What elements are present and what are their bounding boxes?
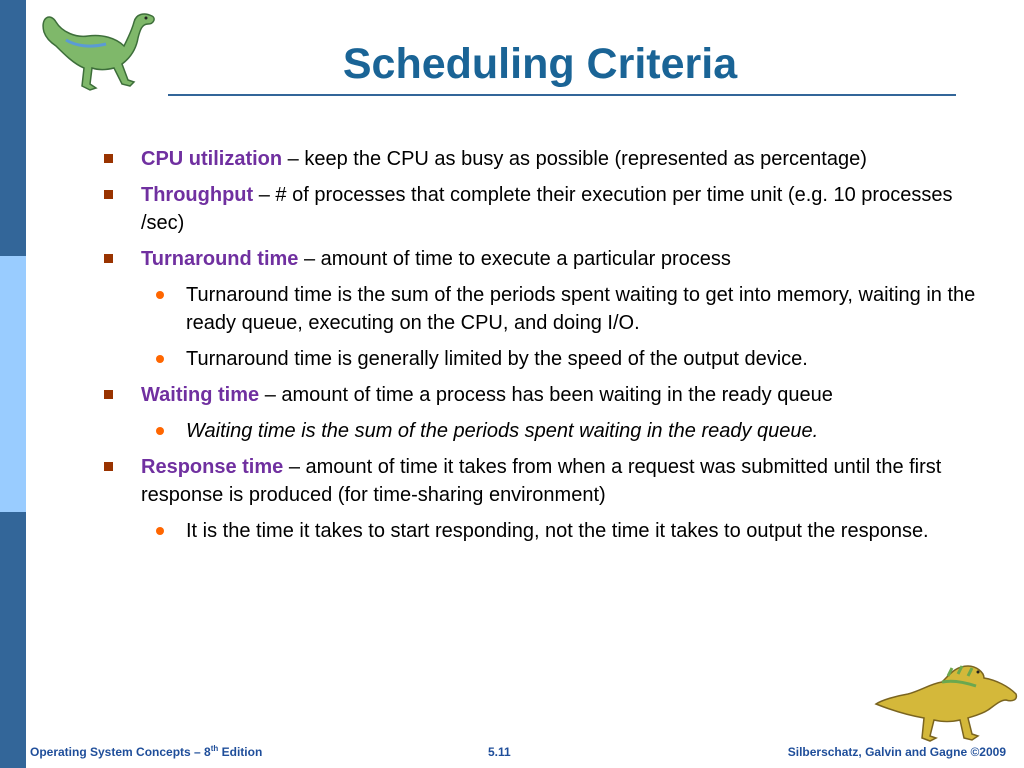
sub-bullet-text: Turnaround time is the sum of the periods spent waiting to get into memory, waiting in the ready queue, executing on the CPU, and doing I/O. [186,284,976,334]
sidebar-segment [0,256,26,512]
sub-bullet-item [100,517,980,545]
bullet-term: Turnaround time [141,248,299,270]
bullet-text: – # of processes that complete their execution per time unit (e.g. 10 processes /sec) [141,184,953,234]
footer-page-number: 5.11 [488,745,511,759]
footer-book-title [30,745,262,759]
sub-bullet-item [100,417,980,445]
bullet-term: Response time [141,456,284,478]
bullet-item [100,181,980,237]
bullet-term: Throughput [141,184,254,206]
bullet-text: – keep the CPU as busy as possible (represented as percentage) [282,148,867,170]
bullet-item [100,145,980,173]
bullet-text: – amount of time a process has been waiting in the ready queue [259,384,833,406]
footer-book-prefix: Operating System Concepts – 8 [30,745,211,759]
sidebar-stripe [0,0,26,768]
bullet-term: CPU utilization [141,148,283,170]
dinosaur-icon [872,660,1022,742]
sidebar-segment [0,0,26,256]
bullet-item [100,245,980,273]
footer-book-suffix: Edition [218,745,263,759]
footer-book-superscript: th [210,744,219,753]
bullet-item [100,453,980,509]
square-bullet-icon [104,154,113,163]
square-bullet-icon [104,462,113,471]
bullet-item [100,381,980,409]
square-bullet-icon [104,190,113,199]
sidebar-segment [0,512,26,768]
round-bullet-icon [156,427,164,435]
round-bullet-icon [156,355,164,363]
bullet-text: – amount of time it takes from when a request was submitted until the first response is produced (for time-sharing environment) [141,456,942,506]
footer-copyright: Silberschatz, Galvin and Gagne ©2009 [787,745,1006,759]
round-bullet-icon [156,527,164,535]
sub-bullet-item [100,281,980,337]
bullet-term: Waiting time [141,384,260,406]
bullet-list [100,145,980,545]
round-bullet-icon [156,291,164,299]
bullet-text: – amount of time to execute a particular process [298,248,731,270]
dinosaur-icon [36,8,160,96]
sub-bullet-text: Turnaround time is generally limited by the speed of the output device. [186,348,808,370]
sub-bullet-text: It is the time it takes to start responding, not the time it takes to output the response. [186,520,929,542]
square-bullet-icon [104,390,113,399]
title-underline [168,94,956,96]
sub-bullet-item [100,345,980,373]
slide-title: Scheduling Criteria [342,40,738,88]
sub-bullet-text: Waiting time is the sum of the periods spent waiting in the ready queue. [186,420,819,442]
square-bullet-icon [104,254,113,263]
